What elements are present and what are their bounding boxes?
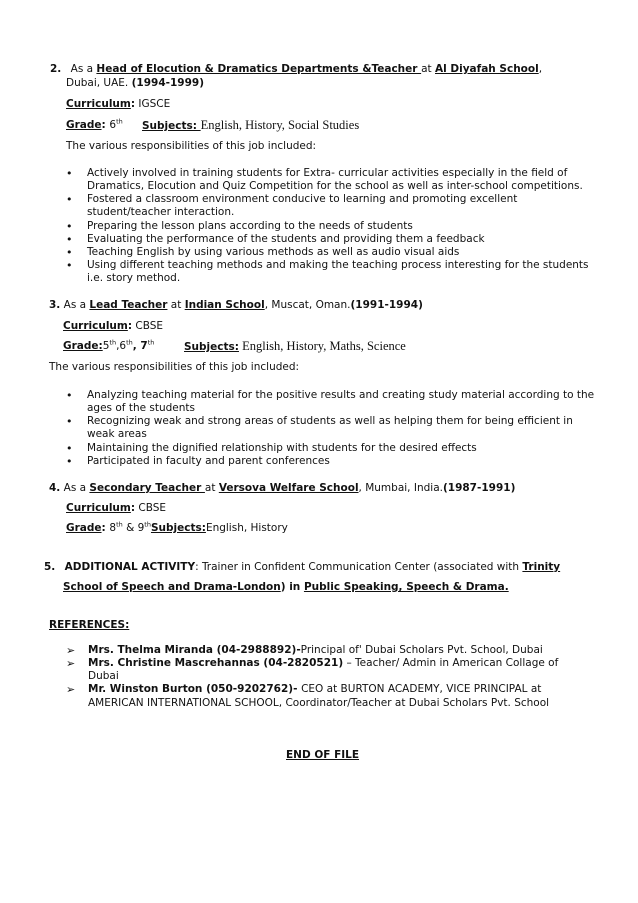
- reference-desc: – Teacher/ Admin in American Collage of Dubai: [88, 657, 559, 683]
- section-5-label: ADDITIONAL ACTIVITY: [64, 561, 196, 573]
- section-4-number: 4.: [49, 482, 61, 494]
- curriculum-value: CBSE: [132, 320, 164, 332]
- section-5-in: ) in: [280, 581, 304, 593]
- curriculum-label: Curriculum: [63, 320, 128, 332]
- section-3-pre: As a: [60, 299, 90, 311]
- section-2-grade: [66, 119, 123, 132]
- section-4-post: , Mumbai, India.: [358, 482, 443, 494]
- list-item: • Participated in faculty and parent conferences: [66, 455, 601, 468]
- section-5-line1: [44, 561, 604, 574]
- section-2-curriculum: [66, 98, 170, 111]
- section-2-heading: [50, 63, 590, 76]
- section-2-location: Dubai, UAE.: [66, 77, 132, 89]
- end-of-file: END OF FILE: [286, 749, 360, 761]
- section-3-grade: [63, 340, 154, 353]
- reference-name: Mrs. Thelma Miranda (04-2988892)-: [88, 644, 301, 656]
- section-2-number: 2.: [50, 63, 62, 75]
- section-4-school: Versova Welfare School: [218, 482, 359, 494]
- reference-desc: Principal of' Dubai Scholars Pvt. School, Dubai: [300, 644, 543, 656]
- curriculum-value: CBSE: [135, 502, 167, 514]
- section-2-subjects: [142, 118, 359, 134]
- curriculum-colon: :: [127, 320, 133, 332]
- section-3-school: Indian School: [184, 299, 265, 311]
- reference-desc: CEO at BURTON ACADEMY, VICE PRINCIPAL at AMERICAN INTERNATIONAL SCHOOL, Coordinator/Teacher at Dubai Scholars Pvt. School: [88, 683, 550, 709]
- subjects-value: English, History, Maths, Science: [238, 339, 406, 353]
- section-5-line2: [63, 581, 509, 594]
- grade-2: & 9: [122, 522, 145, 534]
- grade-1: 8: [109, 522, 117, 534]
- section-4-years: (1987-1991): [442, 482, 516, 494]
- list-item: • Maintaining the dignified relationship with students for the desired effects: [66, 442, 601, 455]
- subjects-label: Subjects:: [150, 522, 206, 534]
- curriculum-label: Curriculum: [66, 502, 131, 514]
- section-2-years: (1994-1999): [131, 77, 205, 89]
- list-item: • Using different teaching methods and making the teaching process interesting for the students i.e. story method.: [66, 259, 601, 285]
- grade-2-sup: th: [144, 520, 151, 529]
- section-3-resp: The various responsibilities of this job included:: [49, 361, 300, 373]
- reference-item: [66, 683, 586, 709]
- references-heading: REFERENCES:: [49, 619, 130, 631]
- section-2-school: Al Diyafah School: [435, 63, 539, 75]
- grade-1-sup: th: [109, 338, 117, 347]
- subjects-value: English, History, Social Studies: [200, 118, 360, 132]
- section-4-heading: [49, 482, 589, 495]
- section-4-grade: [66, 522, 288, 535]
- grade-label: Grade:: [63, 340, 103, 352]
- curriculum-colon: :: [130, 502, 136, 514]
- section-3-at: at: [167, 299, 185, 311]
- subjects-value: English, History: [205, 522, 288, 534]
- section-3-bullet-list: [66, 389, 601, 468]
- grade-value: 6: [109, 119, 117, 131]
- grade-3-sup: th: [147, 338, 155, 347]
- section-2-bullet-list: [66, 167, 601, 285]
- grade-label: Grade: [66, 119, 102, 131]
- grade-2: ,6: [116, 340, 127, 352]
- grade-1: 5: [102, 340, 110, 352]
- section-2-role: Head of Elocution & Dramatics Departments &Teacher: [96, 63, 422, 75]
- grade-3: , 7: [132, 340, 148, 352]
- section-2-line2: [66, 77, 204, 90]
- reference-name: Mrs. Christine Mascrehannas (04-2820521): [88, 657, 344, 670]
- section-3-post: , Muscat, Oman.: [264, 299, 351, 311]
- curriculum-colon: :: [130, 98, 136, 110]
- section-3-role: Lead Teacher: [89, 299, 168, 311]
- section-3-subjects: [184, 339, 406, 355]
- grade-2-sup: th: [126, 338, 133, 347]
- section-2-resp: The various responsibilities of this job included:: [66, 140, 317, 152]
- subjects-label: Subjects:: [184, 341, 239, 353]
- section-5-trinity: Trinity: [522, 561, 561, 573]
- section-4-at: at: [204, 482, 219, 494]
- section-3-number: 3.: [49, 299, 61, 311]
- list-item: • Fostered a classroom environment conducive to learning and promoting excellent student/teacher interaction.: [66, 193, 601, 219]
- list-item: • Evaluating the performance of the students and providing them a feedback: [66, 233, 601, 246]
- section-4-role: Secondary Teacher: [89, 482, 205, 494]
- list-item: • Actively involved in training students for Extra- curricular activities especially in the field of Dramatics, Elocution and Quiz Competition for the school as well as inter-school competitions.: [66, 167, 601, 193]
- section-3-years: (1991-1994): [350, 299, 423, 311]
- grade-sup: th: [116, 117, 123, 126]
- section-3-curriculum: [63, 320, 163, 333]
- grade-1-sup: th: [116, 520, 123, 529]
- list-item: • Teaching English by using various methods as well as audio visual aids: [66, 246, 601, 259]
- section-4-pre: As a: [60, 482, 90, 494]
- subjects-label: Subjects:: [142, 120, 201, 132]
- references-list: [66, 644, 586, 710]
- section-2-pre: As a: [70, 63, 97, 75]
- section-3-heading: [49, 299, 589, 312]
- list-item: • Analyzing teaching material for the positive results and creating study material according to the ages of the students: [66, 389, 601, 415]
- section-5-trinity-school: School of Speech and Drama-London: [63, 581, 281, 593]
- list-item: • Preparing the lesson plans according to the needs of students: [66, 220, 601, 233]
- grade-colon: :: [101, 522, 110, 534]
- section-2-post: ,: [538, 63, 543, 75]
- curriculum-value: IGSCE: [135, 98, 171, 110]
- section-5-number: 5.: [44, 561, 56, 573]
- curriculum-label: Curriculum: [66, 98, 131, 110]
- section-4-curriculum: [66, 502, 166, 515]
- section-5-text: : Trainer in Confident Communication Center (associated with: [195, 561, 523, 573]
- reference-name: Mr. Winston Burton (050-9202762)-: [88, 683, 302, 696]
- reference-item: [66, 644, 586, 657]
- grade-label: Grade: [66, 522, 102, 534]
- list-item: • Recognizing weak and strong areas of students as well as helping them for being efficient in weak areas: [66, 415, 601, 441]
- section-5-topics: Public Speaking, Speech & Drama.: [303, 581, 509, 593]
- section-2-at: at: [421, 63, 435, 75]
- grade-colon: :: [101, 119, 110, 131]
- reference-item: [66, 657, 586, 683]
